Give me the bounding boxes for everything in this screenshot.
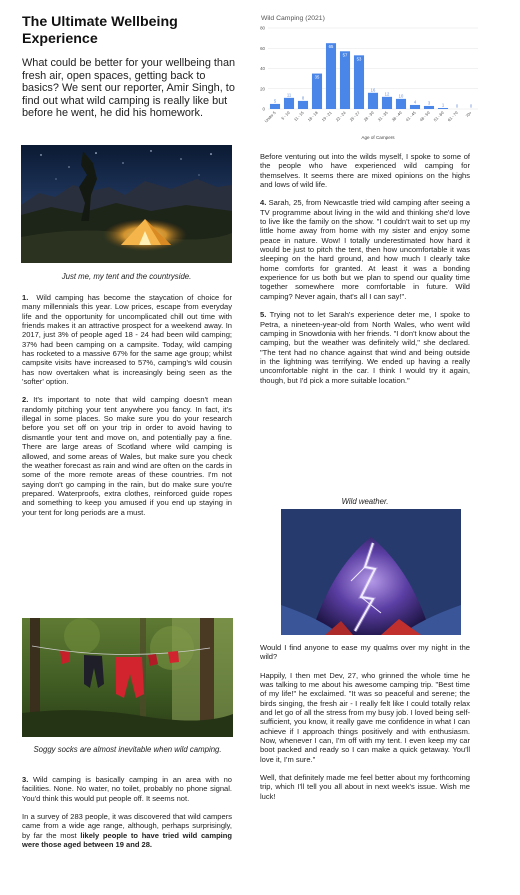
chart-value-label: 0: [455, 103, 459, 109]
chart-x-tick-label: 61 - 70: [446, 110, 459, 123]
paragraph-4-text: Sarah, 25, from Newcastle tried wild camping after seeing a TV programme about living in the wild and thinking she'd love to live like the family on the show. "I couldn't wait to set up my little home away from home with my sister and enjoy some peace in nature. Wow! I totally underestimated how hard it would be just to pitch the tent, then how uncomfortable it was sleeping on the hard ground, and how much I clearly take home comforts for granted. At least it was a bonding experience for us both but we plan to spend our quality time together somewhere more comfortable in future. Wild camping? Never again, that's all I can say!".: [260, 198, 470, 301]
lightning-tent-illustration: [281, 509, 461, 635]
chart-x-tick-label: 11 - 15: [292, 110, 305, 123]
paragraph-3: [22, 775, 232, 803]
paragraph-survey: [22, 812, 232, 849]
paragraph-1: [22, 293, 232, 386]
survey-bold-text: likely people to have tried wild camping were those aged between 19 and 28.: [22, 830, 232, 850]
clothes-photo-caption: Soggy socks are almost inevitable when wild camping.: [33, 745, 222, 754]
paragraph-3-text: Wild camping is basically camping in an area with no facilities. None. No water, no toilet, probably no phone signal. You'd think this would put people off. It seems not.: [22, 775, 232, 803]
right-column-lower: [260, 643, 470, 801]
chart-value-label: 3: [427, 100, 431, 106]
chart-value-label: 57: [342, 52, 348, 58]
paragraph-8: Well, that definitely made me feel better about my forthcoming trip, which I'll tell you all about in next week's issue. Wish me luck!: [260, 773, 470, 801]
left-column-lower: [22, 775, 232, 849]
chart-bars: [270, 43, 448, 109]
paragraph-3-number: 3.: [22, 775, 29, 784]
chart-bar: [396, 99, 406, 109]
chart-x-tick-label: 46 - 50: [418, 110, 431, 123]
chart-bar: [284, 98, 294, 109]
paragraph-2-number: 2.: [22, 395, 29, 405]
chart-x-tick-label: 5 - 10: [280, 110, 291, 121]
paragraph-4-number: 4.: [260, 198, 267, 208]
chart-bar: [382, 97, 392, 109]
lightning-photo: [281, 509, 461, 635]
chart-y-tick-label: 0: [262, 106, 265, 112]
chart-bar: [424, 106, 434, 109]
tent-countryside-illustration: [21, 145, 232, 263]
paragraph-5-number: 5.: [260, 310, 267, 320]
left-column-upper: [22, 293, 232, 517]
paragraph-7: Happily, I then met Dev, 27, who grinned the whole time he was talking to me about his awesome camping trip. "Best time of my life!" he exclaimed. "It was so peaceful and serene; the birds singing, the fresh air - I really felt like I could totally relax and let go of all the stress from my busy job. I loved being self-sufficient, you know, it really gave me confidence in what I can achieve if I approach things positively and with enthusiasm. Now, whenever I can, I'm off with my tent. I even keep my car boot packed and ready so I can make a quick getaway. You'll love it, I'm sure.": [260, 670, 470, 764]
article-intro: What could be better for your wellbeing than fresh air, open spaces, getting back to basics? We sent our reporter, Amir Singh, to find out what wild camping is really like but before he went, he did his homework.: [22, 57, 236, 120]
chart-x-tick-label: 51 - 60: [432, 110, 445, 123]
chart-bar: [368, 93, 378, 109]
chart-x-tick-label: 36 - 40: [390, 110, 403, 123]
chart-value-label: 8: [301, 95, 305, 101]
chart-value-label: 35: [314, 74, 320, 80]
paragraph-2-text: It's important to note that wild camping doesn't mean randomly pitching your tent anywhere you fancy. In fact, it's illegal in some places. So make sure you do your research before you set off on your trip in order to avoid having to dismantle your tent and move on, and potentially pay a fine. There are large areas of Scotland where wild camping is allowed, and some areas of Wales, but make sure you check the weather forecast as rain and wind are often on the cards in some of the more remote areas of these countries. I'm not saying don't go camping in the rain, but do make sure you're prepared. Waterproofs, extra clothes, reinforced guide ropes and something to keep you amused if you end up staying in your tent for long periods are a must.: [22, 395, 232, 517]
chart-bar: [410, 105, 420, 109]
paragraph-intro-right: Before venturing out into the wilds myself, I spoke to some of the people who have experienced wild camping for themselves. It seems there are mixed opinions on the highs and lows of wild life.: [260, 152, 470, 190]
chart-y-tick-label: 80: [260, 25, 265, 31]
chart-x-tick-label: 31 - 35: [376, 110, 389, 123]
paragraph-5-text: Trying not to let Sarah's experience deter me, I spoke to Petra, a nineteen-year-old from North Wales, who went wild camping in Snowdonia with her friends. "I don't know about the camping, but the weather was definitely wild," she declared. "The tent had no chance against that wind and being outside in the lightning was terrifying. We ended up having a really uncomfortable night in the car. I think I would try it again, though, but I'd pick a more suitable location.": [260, 310, 470, 385]
chart-bar: [298, 101, 308, 109]
chart-y-tick-labels: [260, 26, 265, 112]
chart-x-tick-label: 22 - 24: [334, 110, 347, 123]
wild-camping-bar-chart: [254, 10, 484, 146]
chart-x-tick-labels: [263, 110, 473, 124]
chart-value-label: 10: [398, 93, 404, 99]
chart-x-tick-label: 25 - 27: [348, 110, 361, 123]
chart-value-label: 12: [384, 91, 390, 97]
chart-value-label: 4: [413, 99, 417, 105]
chart-value-label: 5: [273, 98, 277, 104]
chart-x-tick-label: Under 5: [263, 110, 277, 124]
chart-value-label: 11: [286, 92, 292, 98]
clothes-line-photo: [22, 618, 233, 737]
chart-bar: [340, 51, 350, 109]
chart-x-tick-label: 19 - 21: [320, 110, 333, 123]
chart-y-tick-label: 40: [260, 66, 265, 71]
paragraph-1-text: Wild camping has become the staycation of choice for many millennials this year. Low prices, escape from everyday life and the opportunity for uncomplicated chill out time with friends makes it an attractive prospect for a weekend away. In 2017, just 3% of people aged 18 - 24 had been wild camping; 37% had been camping on a campsite. Today, wild camping has rocketed to a massive 67% for the same age group; whilst campsite visits have increased to 57%, camping's wild cousin has now overtaken what is increasingly being seen as the 'softer' option.: [22, 293, 232, 387]
chart-x-tick-label: 70+: [464, 110, 473, 119]
paragraph-1-number: 1.: [22, 293, 29, 302]
chart-x-tick-label: 16 - 18: [306, 110, 319, 123]
chart-title: Wild Camping (2021): [261, 15, 325, 22]
chart-bar: [438, 108, 448, 109]
chart-x-tick-label: 28 - 30: [362, 110, 375, 123]
weather-photo-caption: Wild weather.: [341, 497, 389, 506]
chart-x-axis-label: Age of Campers: [361, 135, 395, 140]
chart-x-tick-label: 41 - 45: [404, 110, 417, 123]
paragraph-5: [260, 310, 470, 385]
chart-value-label: 1: [441, 102, 445, 108]
chart-y-tick-label: 60: [260, 45, 265, 51]
tent-photo-caption: Just me, my tent and the countryside.: [61, 272, 192, 281]
chart-value-label: 16: [370, 87, 376, 93]
chart-y-tick-label: 20: [260, 86, 265, 92]
tent-photo: [21, 145, 232, 263]
chart-value-label: 65: [328, 44, 334, 50]
right-column-upper: [260, 152, 470, 385]
paragraph-2: [22, 395, 232, 516]
clothes-line-illustration: [22, 618, 233, 737]
chart-bar: [354, 55, 364, 109]
chart-value-label: 53: [356, 56, 362, 62]
chart-bar: [326, 43, 336, 109]
chart-bar: [270, 104, 280, 109]
chart-value-label: 0: [469, 103, 473, 109]
paragraph-4: [260, 198, 470, 301]
article-title: The Ultimate Wellbeing Experience: [22, 14, 178, 47]
paragraph-6: Would I find anyone to ease my qualms over my night in the wild?: [260, 643, 470, 662]
survey-text: In a survey of 283 people, it was discovered that wild campers came from a wide age range, although, perhaps surprisingly, by far the most: [22, 812, 232, 840]
